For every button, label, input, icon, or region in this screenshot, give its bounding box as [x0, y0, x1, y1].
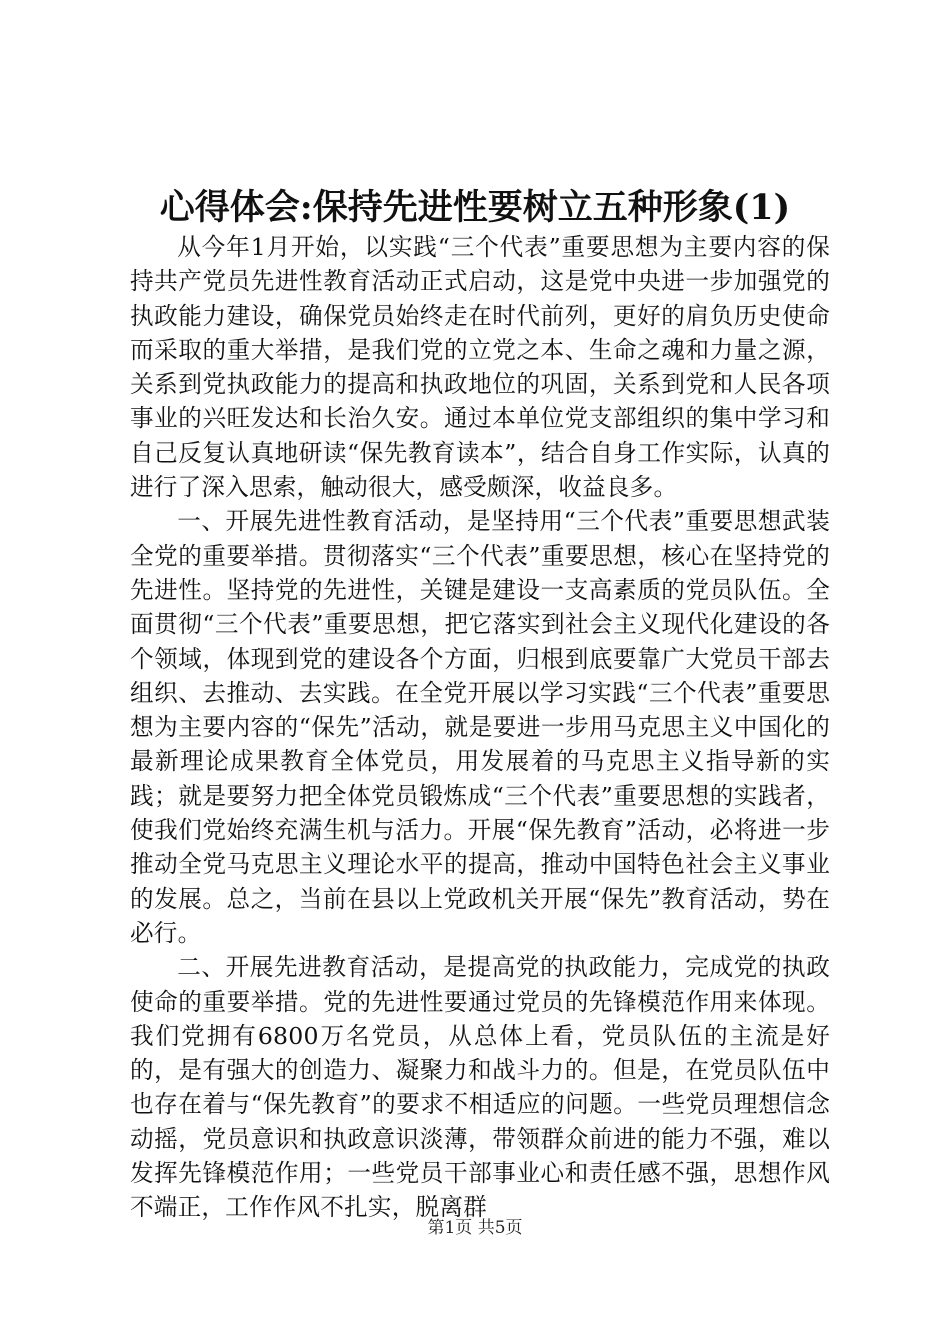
document-title: 心得体会:保持先进性要树立五种形象(1): [159, 187, 791, 228]
document-body: [130, 230, 830, 1225]
paragraph-section-two: 二、开展先进教育活动，是提高党的执政能力，完成党的执政使命的重要举措。党的先进性要通过党员的先锋模范作用来体现。我们党拥有6800万名党员，从总体上看，党员队伍的主流是好的，是有强大的创造力、凝聚力和战斗力的。但是，在党员队伍中也存在着与“保先教育”的要求不相适应的问题。一些党员理想信念动摇，党员意识和执政意识淡薄，带领群众前进的能力不强，难以发挥先锋模范作用；一些党员干部事业心和责任感不强，思想作风不端正，工作作风不扎实，脱离群: [130, 953, 830, 1222]
paragraph-section-one: 一、开展先进性教育活动，是坚持用“三个代表”重要思想武装全党的重要举措。贯彻落实“三个代表”重要思想，核心在坚持党的先进性。坚持党的先进性，关键是建设一支高素质的党员队伍。全面贯彻“三个代表”重要思想，把它落实到社会主义现代化建设的各个领域，体现到党的建设各个方面，归根到底要靠广大党员干部去组织、去推动、去实践。在全党开展以学习实践“三个代表”重要思想为主要内容的“保先”活动，就是要进一步用马克思主义中国化的最新理论成果教育全体党员，用发展着的马克思主义指导新的实践；就是要努力把全体党员锻炼成“三个代表”重要思想的实践者，使我们党始终充满生机与活力。开展“保先教育”活动，必将进一步推动全党马克思主义理论水平的提高，推动中国特色社会主义事业的发展。总之，当前在县以上党政机关开展“保先”教育活动，势在必行。: [130, 507, 830, 947]
paragraph-intro: 从今年1月开始，以实践“三个代表”重要思想为主要内容的保持共产党员先进性教育活动正式启动，这是党中央进一步加强党的执政能力建设，确保党员始终走在时代前列，更好的肩负历史使命而采取的重大举措，是我们党的立党之本、生命之魂和力量之源，关系到党执政能力的提高和执政地位的巩固，关系到党和人民各项事业的兴旺发达和长治久安。通过本单位党支部组织的集中学习和自己反复认真地研读“保先教育读本”，结合自身工作实际，认真的进行了深入思索，触动很大，感受颇深，收益良多。: [130, 233, 830, 502]
page-footer: 第1页 共5页: [427, 1218, 523, 1238]
